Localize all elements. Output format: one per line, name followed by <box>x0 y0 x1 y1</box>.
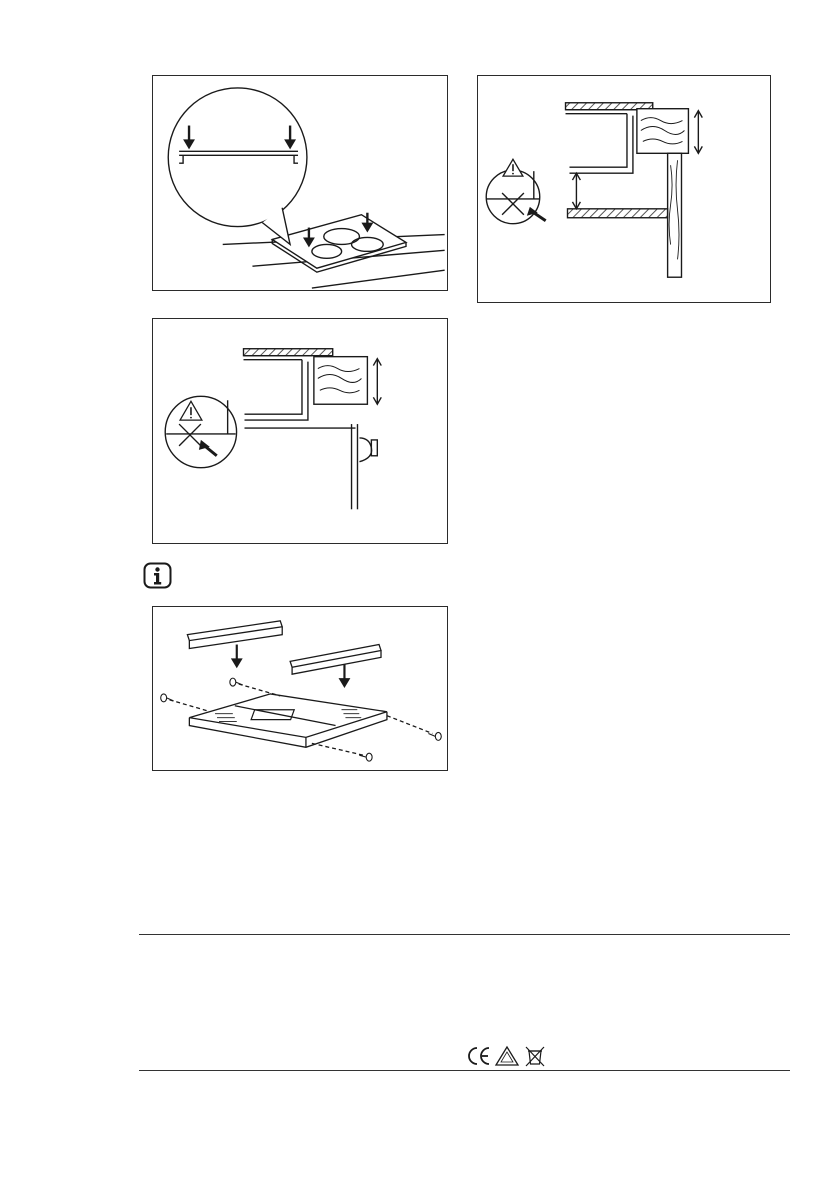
oven-clearance-illustration <box>153 319 447 543</box>
bracket-assembly-illustration <box>153 607 447 770</box>
hob-placement-figure <box>152 75 448 291</box>
ce-mark-icon <box>469 1048 489 1064</box>
section-divider-bottom <box>139 1070 790 1071</box>
bracket-assembly-figure <box>152 606 448 771</box>
conformity-marks <box>467 1045 551 1067</box>
warning-triangle-icon <box>503 159 523 176</box>
crossed-bin-icon <box>526 1047 544 1066</box>
oven-clearance-figure <box>152 318 448 544</box>
info-icon <box>143 562 172 589</box>
drawer-clearance-illustration <box>478 76 770 302</box>
drawer-clearance-figure <box>477 75 771 303</box>
section-divider-top <box>139 934 790 935</box>
hob-placement-illustration <box>153 76 447 290</box>
vde-mark-icon <box>496 1047 518 1065</box>
